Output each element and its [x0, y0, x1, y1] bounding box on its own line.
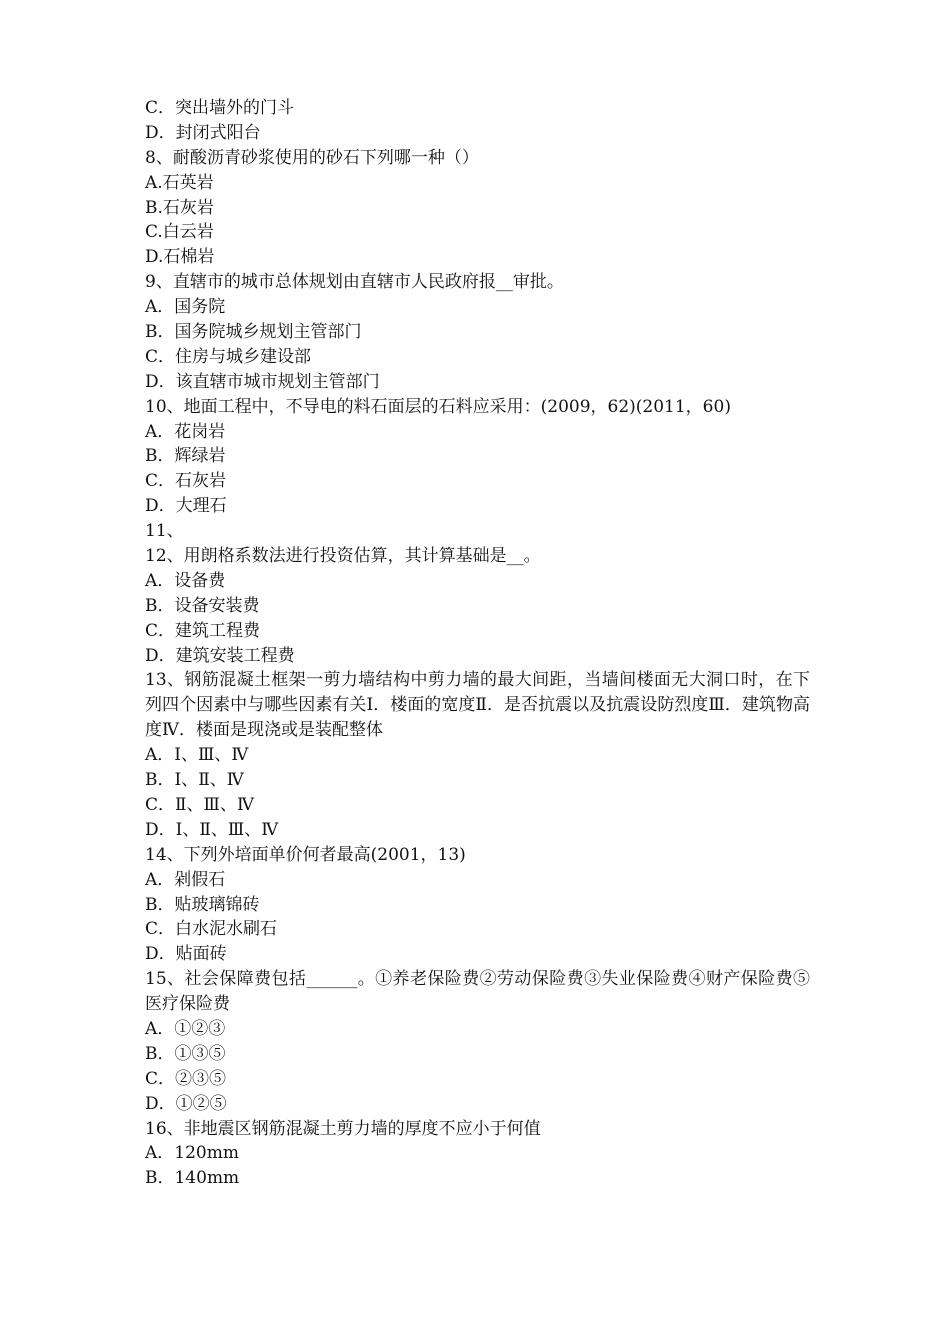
option-c: C．白水泥水刷石	[145, 919, 278, 940]
option-d: D．贴面砖	[145, 944, 227, 965]
option-d: D．大理石	[145, 496, 227, 517]
option-b: B．140mm	[145, 1168, 240, 1189]
option-b: B．设备安装费	[145, 595, 260, 616]
option-d: D．建筑安装工程费	[145, 645, 295, 666]
question-13: 13、钢筋混凝土框架一剪力墙结构中剪力墙的最大间距，当墙间楼面无大洞口时，在下列四个因素中与哪些因素有关Ⅰ．楼面的宽度Ⅱ．是否抗震以及抗震设防烈度Ⅲ．建筑物高度Ⅳ．楼面是现浇或是装配整体	[145, 670, 810, 741]
option-b: B．国务院城乡规划主管部门	[145, 322, 362, 343]
option-d: D．该直辖市城市规划主管部门	[145, 371, 380, 392]
option-b: B．Ⅰ、Ⅱ、Ⅳ	[145, 770, 244, 791]
option-b: B.石灰岩	[145, 197, 214, 218]
option-b: B．①③⑤	[145, 1043, 226, 1064]
option-b: B．贴玻璃锦砖	[145, 894, 260, 915]
document-page	[145, 96, 810, 1191]
option-c: C．建筑工程费	[145, 620, 261, 641]
option-a: A．设备费	[145, 570, 226, 591]
text-line: D．封闭式阳台	[145, 122, 261, 143]
question-11: 11、	[145, 521, 184, 542]
option-d: D.石棉岩	[145, 247, 215, 268]
option-d: D．①②⑤	[145, 1093, 227, 1114]
option-c: C.白云岩	[145, 222, 214, 243]
option-c: C．石灰岩	[145, 471, 227, 492]
text-line: C．突出墙外的门斗	[145, 98, 295, 118]
question-12: 12、用朗格系数法进行投资估算，其计算基础是__。	[145, 546, 541, 567]
question-9: 9、直辖市的城市总体规划由直辖市人民政府报__审批。	[145, 272, 564, 293]
question-16: 16、非地震区钢筋混凝土剪力墙的厚度不应小于何值	[145, 1118, 541, 1139]
option-a: A．Ⅰ、Ⅲ、Ⅳ	[145, 745, 249, 766]
option-c: C．Ⅱ、Ⅲ、Ⅳ	[145, 794, 254, 815]
option-a: A．剁假石	[145, 869, 226, 890]
option-a: A．120mm	[145, 1143, 239, 1164]
option-c: C．住房与城乡建设部	[145, 346, 312, 367]
option-a: A.石英岩	[145, 172, 214, 193]
option-d: D．Ⅰ、Ⅱ、Ⅲ、Ⅳ	[145, 819, 279, 840]
option-c: C．②③⑤	[145, 1068, 227, 1089]
question-10: 10、地面工程中，不导电的料石面层的石料应采用：(2009，62)(2011，60)	[145, 396, 731, 417]
option-a: A．国务院	[145, 297, 226, 318]
question-8: 8、耐酸沥青砂浆使用的砂石下列哪一种（）	[145, 147, 479, 168]
option-a: A．花岗岩	[145, 421, 226, 442]
option-b: B．辉绿岩	[145, 446, 226, 467]
question-15: 15、社会保障费包括______。①养老保险费②劳动保险费③失业保险费④财产保险费⑤医疗保险费	[145, 969, 810, 1015]
option-a: A．①②③	[145, 1019, 226, 1040]
question-14: 14、下列外培面单价何者最高(2001，13)	[145, 844, 466, 865]
